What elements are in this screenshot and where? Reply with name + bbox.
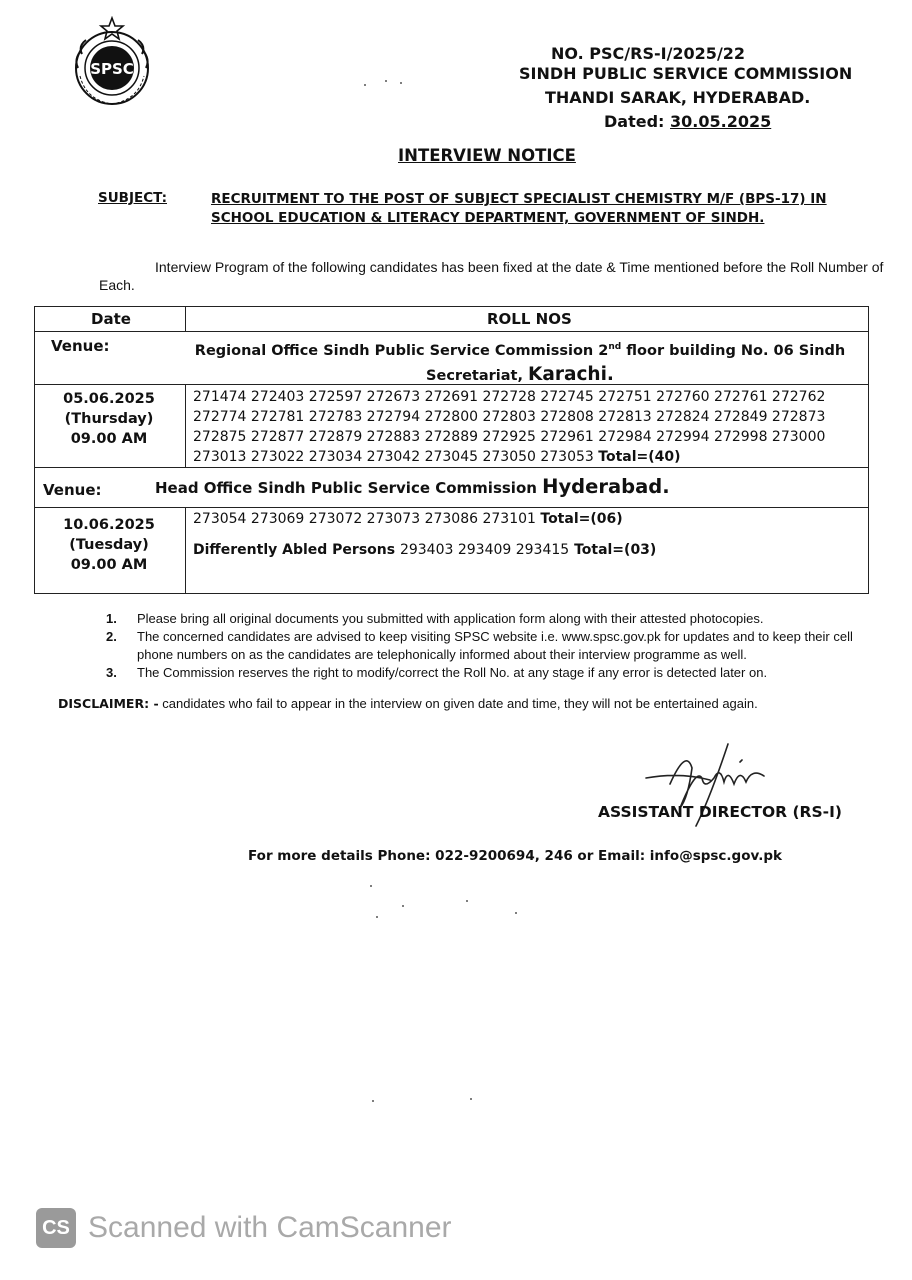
slot1-day: (Thursday) (64, 411, 154, 427)
col-divider (185, 507, 186, 593)
scan-speck (385, 80, 387, 82)
instruction-text: Please bring all original documents you submitted with application form along with their attested photocopies. (137, 611, 764, 626)
scan-speck (376, 916, 378, 918)
disclaimer-text: candidates who fail to appear in the interview on given date and time, they will not be entertained again. (158, 696, 758, 711)
instruction-item (106, 664, 886, 682)
instructions-list (106, 610, 886, 682)
notice-title: INTERVIEW NOTICE (398, 146, 576, 165)
subject-text: RECRUITMENT TO THE POST OF SUBJECT SPECIALIST CHEMISTRY M/F (BPS-17) IN SCHOOL EDUCATION & LITERACY DEPARTMENT, GOVERNMENT OF SINDH. (211, 191, 827, 226)
scan-speck (364, 84, 366, 86)
venue-karachi-text-a: Regional Office Sindh Public Service Commission 2 (194, 342, 609, 359)
seal-text: SPSC (90, 60, 134, 78)
instruction-number: 1. (106, 611, 117, 626)
column-header-roll-nos: ROLL NOS (487, 310, 572, 328)
disclaimer-label: DISCLAIMER: - (58, 696, 159, 711)
camscanner-logo-icon: CS (36, 1208, 76, 1248)
subject-label: SUBJECT: (98, 190, 167, 206)
instruction-item (106, 628, 886, 664)
venue-label: Venue: (51, 337, 110, 355)
instruction-text: The concerned candidates are advised to keep visiting SPSC website i.e. www.spsc.gov.pk for updates and to keep their cell phone numbers on as the candidates are telephonically informed about their interview programme as well. (137, 629, 853, 662)
instruction-item (106, 610, 886, 628)
scan-speck (470, 1098, 472, 1100)
differently-abled-rolls: 293403 293409 293415 (399, 542, 570, 558)
dated-line (604, 112, 771, 131)
slot1-date: 05.06.2025 (63, 391, 155, 407)
col-divider (185, 307, 186, 331)
venue-karachi (175, 335, 865, 388)
slot2-day: (Tuesday) (69, 537, 149, 553)
slot2-total: Total=(06) (540, 511, 623, 527)
instruction-number: 3. (106, 665, 117, 680)
slot1-time: 09.00 AM (70, 431, 148, 447)
venue-label-2: Venue: (43, 481, 102, 499)
scan-speck (466, 900, 468, 902)
organization-address: THANDI SARAK, HYDERABAD. (545, 88, 811, 107)
scan-speck (370, 885, 372, 887)
row-divider (35, 507, 868, 508)
column-header-date: Date (91, 310, 131, 328)
venue-hyderabad-city: Hyderabad. (542, 475, 670, 498)
differently-abled-label: Differently Abled Persons (193, 542, 396, 558)
camscanner-text: Scanned with CamScanner (88, 1211, 452, 1244)
differently-abled-total: Total=(03) (574, 542, 657, 558)
slot2-time: 09.00 AM (70, 557, 148, 573)
slot1-total: Total=(40) (598, 449, 681, 465)
scan-speck (372, 1100, 374, 1102)
venue-hyderabad (155, 475, 670, 498)
scan-speck (515, 912, 517, 914)
instruction-text: The Commission reserves the right to modify/correct the Roll No. at any stage if any error is detected later on. (137, 665, 768, 680)
slot1-roll-numbers (193, 387, 863, 467)
dated-value: 30.05.2025 (670, 112, 772, 131)
differently-abled-row (193, 542, 656, 558)
slot2-roll-numbers (193, 511, 623, 527)
row-divider (35, 331, 868, 332)
venue-karachi-text-b: floor building No. 06 Sindh Secretariat, (426, 342, 846, 384)
interview-schedule-table (34, 306, 869, 594)
scan-speck (402, 905, 404, 907)
slot1-date-block (35, 389, 183, 449)
slot1-rolls: 271474 272403 272597 272673 272691 272728 272745 272751 272760 272761 272762 272774 272781 272783 272794 272800 272803 272808 272813 272824 272849 272873 272875 272877 272879 272883 272889 272925 272961 272984 272994 272998 273000 273013 273022 273034 273042 273045 273050 273053 (193, 389, 826, 465)
intro-paragraph: Interview Program of the following candidates has been fixed at the date & Time mentioned before the Roll Number of Each. (99, 259, 884, 293)
spsc-seal-logo (66, 16, 158, 108)
disclaimer (58, 696, 848, 711)
slot2-date: 10.06.2025 (63, 517, 155, 533)
slot2-rolls: 273054 273069 273072 273073 273086 273101 (193, 511, 536, 527)
row-divider (35, 467, 868, 468)
contact-details: For more details Phone: 022-9200694, 246 or Email: info@spsc.gov.pk (248, 848, 782, 864)
venue-karachi-city: Karachi. (528, 363, 614, 385)
reference-number: NO. PSC/RS-I/2025/22 (551, 44, 746, 63)
col-divider (185, 384, 186, 467)
scan-speck (400, 82, 402, 84)
signatory-title: ASSISTANT DIRECTOR (RS-I) (598, 803, 842, 821)
dated-label: Dated: (604, 112, 665, 131)
camscanner-watermark (36, 1206, 452, 1250)
venue-karachi-sup: nd (608, 342, 622, 352)
instruction-number: 2. (106, 629, 117, 644)
organization-name: SINDH PUBLIC SERVICE COMMISSION (519, 64, 853, 83)
venue-hyderabad-text: Head Office Sindh Public Service Commission (155, 479, 543, 497)
slot2-date-block (35, 515, 183, 575)
